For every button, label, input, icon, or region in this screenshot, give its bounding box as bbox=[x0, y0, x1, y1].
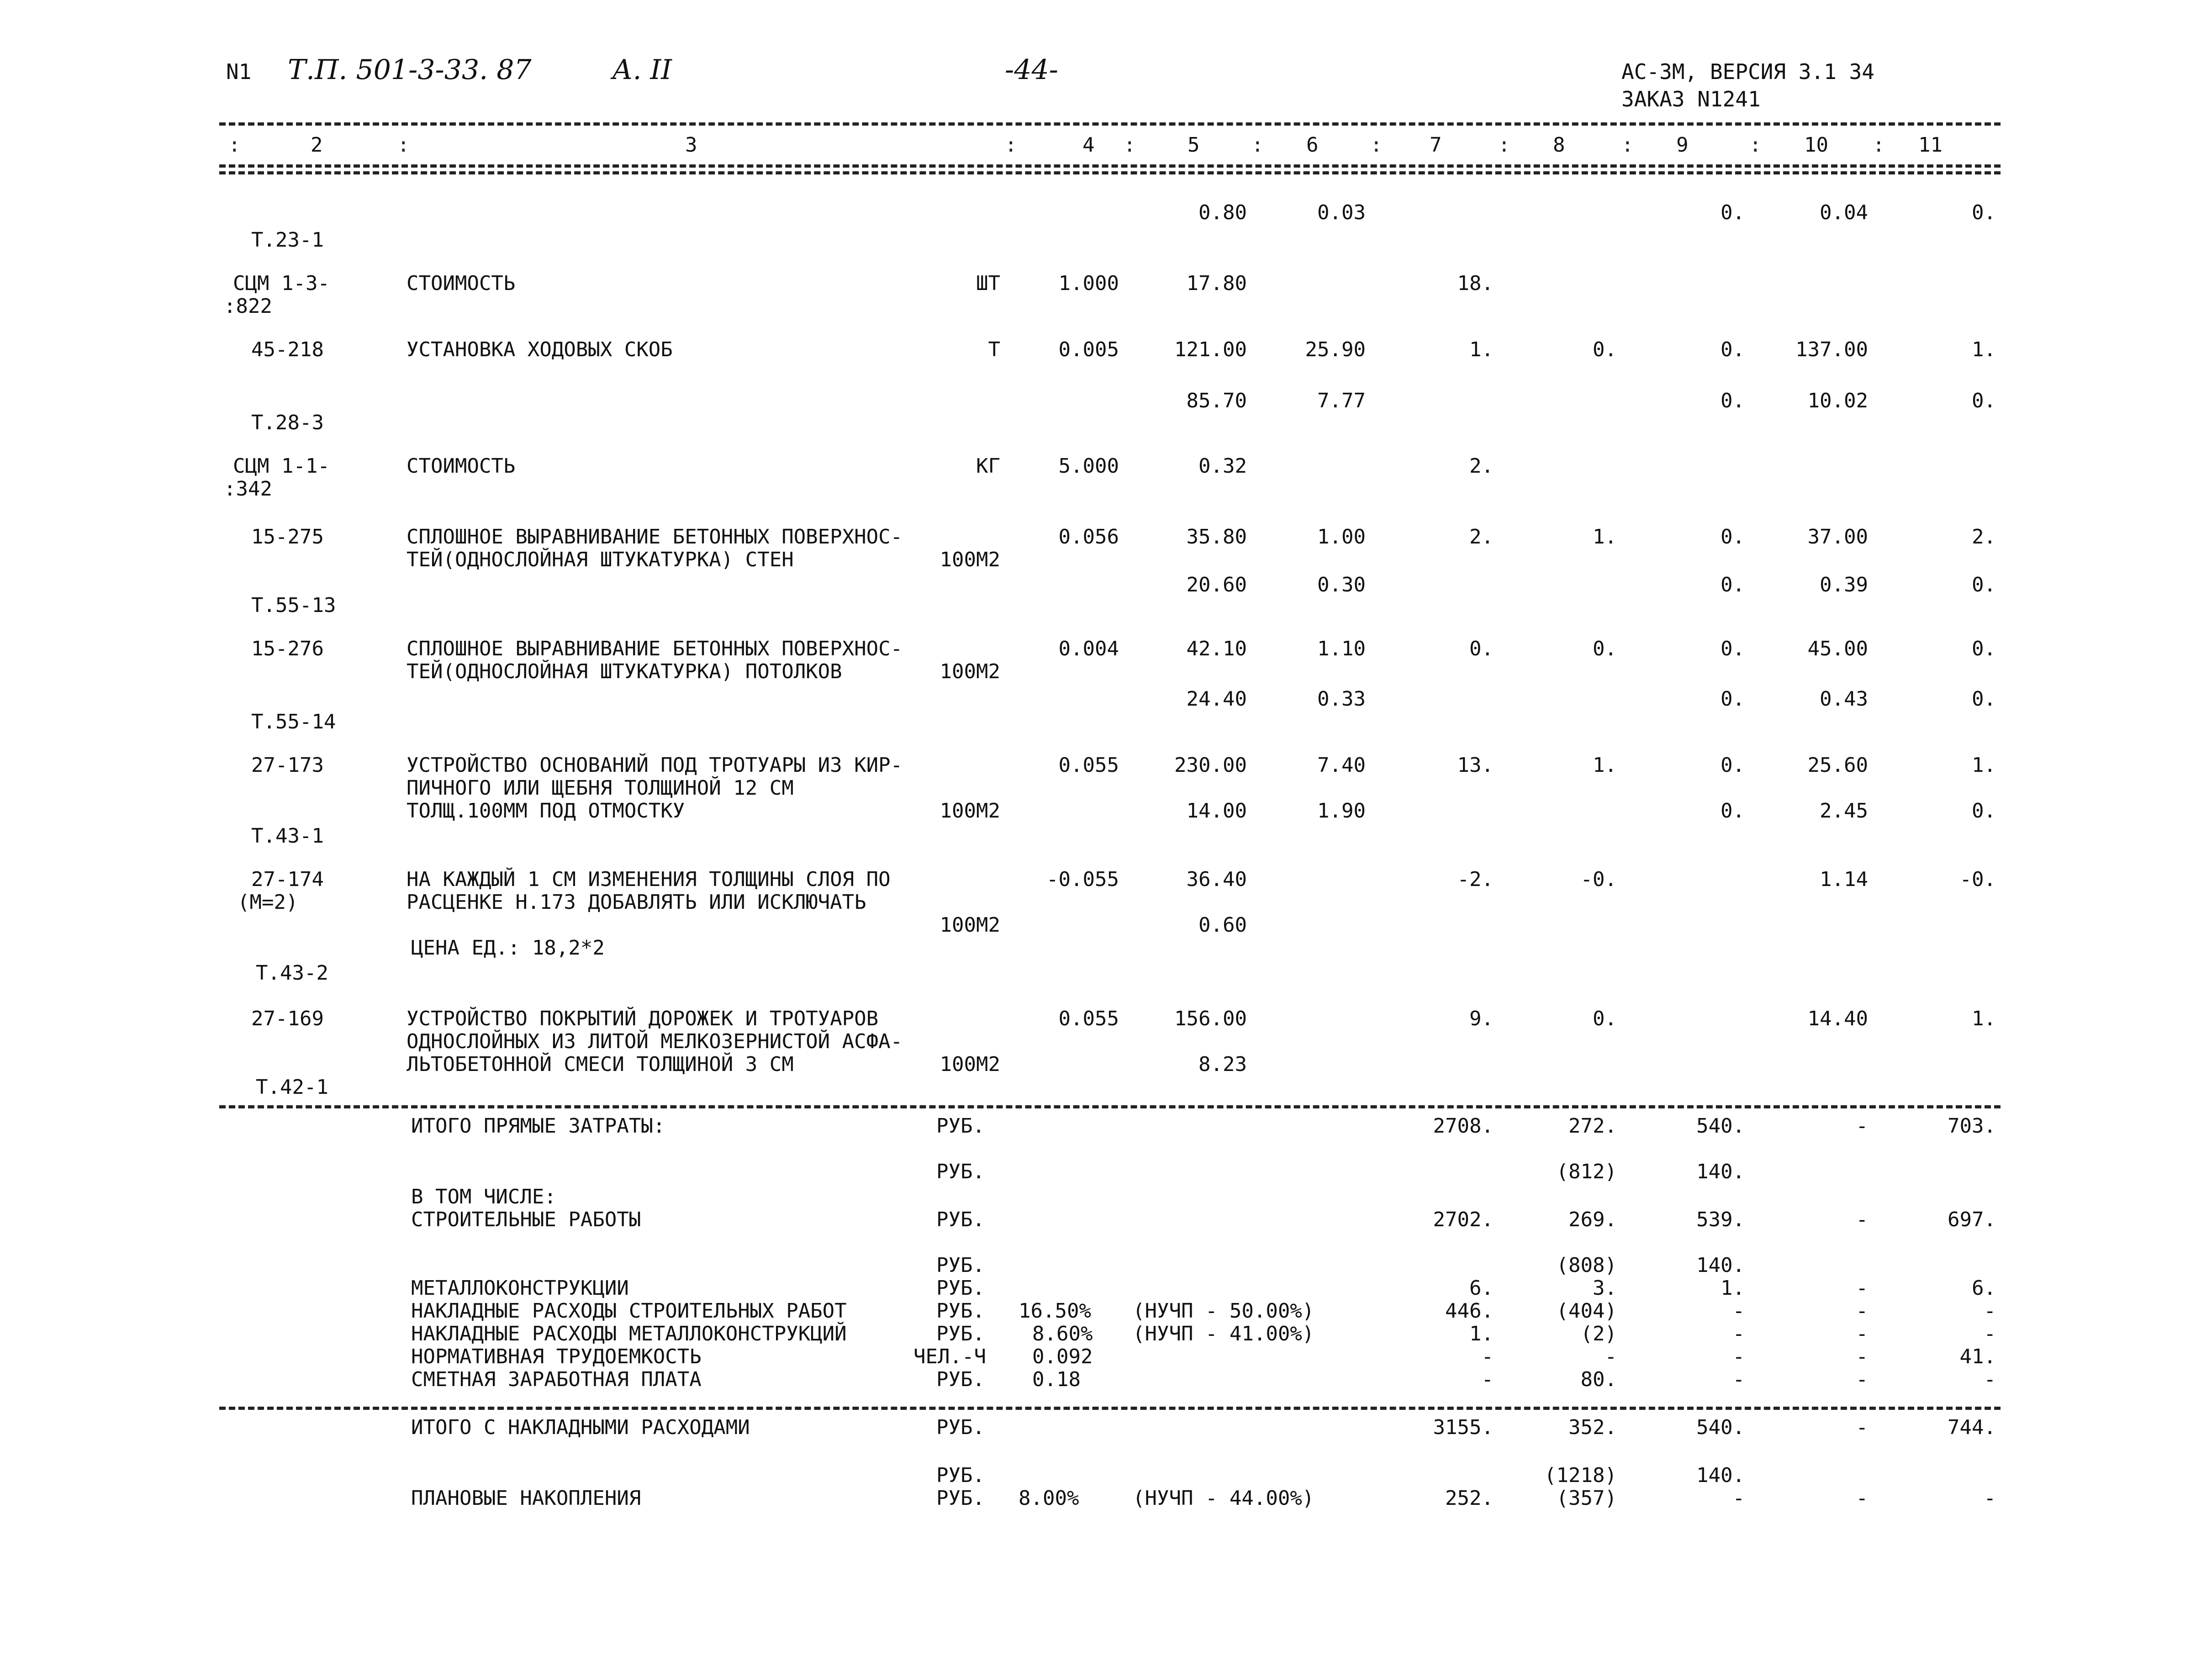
cell-c9: 0. bbox=[1721, 525, 1745, 549]
cell-c8: 0. bbox=[1593, 338, 1617, 361]
col-8-header: 8 bbox=[1553, 133, 1565, 157]
order-number: ЗАКАЗ N1241 bbox=[1621, 87, 1761, 111]
total-unit: РУБ. bbox=[936, 1114, 985, 1138]
total-label: ПЛАНОВЫЕ НАКОПЛЕНИЯ bbox=[411, 1487, 641, 1510]
item-description: ЛЬТОБЕТОННОЙ СМЕСИ ТОЛЩИНОЙ 3 СМ bbox=[407, 1053, 794, 1076]
cell-c11: - bbox=[1984, 1322, 1996, 1345]
rate-note: (НУЧП - 41.00%) bbox=[1133, 1322, 1315, 1345]
total-unit: РУБ. bbox=[936, 1368, 985, 1391]
total-label: ИТОГО ПРЯМЫЕ ЗАТРАТЫ: bbox=[411, 1114, 665, 1138]
col-9-header: 9 bbox=[1676, 133, 1689, 157]
cell-c7: - bbox=[1481, 1368, 1494, 1391]
cell-c9: 0. bbox=[1721, 573, 1745, 596]
cell-c7: - bbox=[1481, 1345, 1494, 1368]
cell-c11: 703. bbox=[1948, 1114, 1996, 1138]
total-unit: РУБ. bbox=[936, 1160, 985, 1183]
cell-c8: (2) bbox=[1580, 1322, 1617, 1345]
ref-code: 45-218 bbox=[251, 338, 324, 361]
cell-c11: -0. bbox=[1959, 868, 1996, 891]
cell-c11: 744. bbox=[1948, 1416, 1996, 1439]
cell-c9: 0. bbox=[1721, 687, 1745, 711]
cell-c5: 230.00 bbox=[1174, 754, 1247, 777]
cell-c10: 0.04 bbox=[1820, 201, 1868, 224]
cell-c8: - bbox=[1605, 1345, 1617, 1368]
cell-c9: 0. bbox=[1721, 201, 1745, 224]
cell-c11: - bbox=[1984, 1368, 1996, 1391]
cell-c11: - bbox=[1984, 1487, 1996, 1510]
cell-c10: 45.00 bbox=[1807, 637, 1868, 660]
separator: : bbox=[1124, 133, 1136, 157]
cell-c8: 1. bbox=[1593, 754, 1617, 777]
cell-c4: 5.000 bbox=[1058, 454, 1119, 478]
ref-code: (М=2) bbox=[238, 891, 298, 914]
cell-c7: 1. bbox=[1469, 338, 1494, 361]
rate-percent: 0.092 bbox=[1032, 1345, 1093, 1368]
ref-code: 27-174 bbox=[251, 868, 324, 891]
rate-note: (НУЧП - 50.00%) bbox=[1133, 1299, 1315, 1323]
total-unit: РУБ. bbox=[936, 1208, 985, 1231]
cell-c4: 1.000 bbox=[1058, 272, 1119, 295]
including-label: В ТОМ ЧИСЛЕ: bbox=[411, 1185, 556, 1208]
cell-c7: 3155. bbox=[1433, 1416, 1494, 1439]
cell-c11: 0. bbox=[1972, 201, 1996, 224]
cell-c4: 0.004 bbox=[1058, 637, 1119, 660]
cell-c9: 140. bbox=[1696, 1254, 1745, 1277]
cell-c5: 20.60 bbox=[1186, 573, 1247, 596]
cell-c11: 1. bbox=[1972, 754, 1996, 777]
total-unit: РУБ. bbox=[936, 1464, 985, 1487]
unit: ШТ bbox=[976, 272, 1000, 295]
ref-code: Т.55-13 bbox=[251, 594, 336, 617]
cell-c6: 25.90 bbox=[1305, 338, 1366, 361]
total-unit: РУБ. bbox=[936, 1276, 985, 1300]
section-rule bbox=[219, 1105, 2001, 1108]
ref-code: Т.55-14 bbox=[251, 710, 336, 733]
separator: : bbox=[397, 133, 410, 157]
total-unit: РУБ. bbox=[936, 1299, 985, 1323]
cell-c9: 0. bbox=[1721, 338, 1745, 361]
col-10-header: 10 bbox=[1804, 133, 1828, 157]
cell-c6: 7.40 bbox=[1317, 754, 1366, 777]
cell-c5: 0.60 bbox=[1198, 913, 1247, 937]
cell-c10: - bbox=[1856, 1208, 1868, 1231]
cell-c7: 252. bbox=[1445, 1487, 1494, 1510]
cell-c10: - bbox=[1856, 1276, 1868, 1300]
cell-c10: 137.00 bbox=[1795, 338, 1868, 361]
separator: : bbox=[1370, 133, 1383, 157]
col-5-header: 5 bbox=[1188, 133, 1200, 157]
col-3-header: 3 bbox=[685, 133, 697, 157]
item-description: УСТАНОВКА ХОДОВЫХ СКОБ bbox=[407, 338, 673, 361]
cell-c6: 0.03 bbox=[1317, 201, 1366, 224]
cell-c6: 7.77 bbox=[1317, 389, 1366, 412]
header-rule bbox=[219, 164, 2001, 168]
cell-c10: - bbox=[1856, 1368, 1868, 1391]
unit: 100М2 bbox=[940, 913, 1000, 937]
separator: : bbox=[228, 133, 241, 157]
cell-c11: - bbox=[1984, 1299, 1996, 1323]
ref-code: 15-275 bbox=[251, 525, 324, 549]
total-label: СТРОИТЕЛЬНЫЕ РАБОТЫ bbox=[411, 1208, 641, 1231]
cell-c8: 272. bbox=[1568, 1114, 1617, 1138]
cell-c6: 1.00 bbox=[1317, 525, 1366, 549]
cell-c8: (357) bbox=[1556, 1487, 1617, 1510]
cell-c11: 0. bbox=[1972, 687, 1996, 711]
cell-c6: 0.33 bbox=[1317, 687, 1366, 711]
total-label: ИТОГО С НАКЛАДНЫМИ РАСХОДАМИ bbox=[411, 1416, 750, 1439]
total-label: СМЕТНАЯ ЗАРАБОТНАЯ ПЛАТА bbox=[411, 1368, 702, 1391]
item-description: ОДНОСЛОЙНЫХ ИЗ ЛИТОЙ МЕЛКОЗЕРНИСТОЙ АСФА- bbox=[407, 1030, 903, 1053]
cell-c10: 0.39 bbox=[1820, 573, 1868, 596]
total-label: НОРМАТИВНАЯ ТРУДОЕМКОСТЬ bbox=[411, 1345, 702, 1368]
total-unit: РУБ. bbox=[936, 1487, 985, 1510]
cell-c9: - bbox=[1732, 1345, 1745, 1368]
col-6-header: 6 bbox=[1306, 133, 1319, 157]
cell-c5: 85.70 bbox=[1186, 389, 1247, 412]
ref-code: Т.42-1 bbox=[256, 1076, 328, 1099]
col-2-header: 2 bbox=[311, 133, 323, 157]
cell-c8: (808) bbox=[1556, 1254, 1617, 1277]
cell-c7: 446. bbox=[1445, 1299, 1494, 1323]
cell-c11: 0. bbox=[1972, 637, 1996, 660]
album-mark: А. II bbox=[612, 54, 672, 86]
cell-c9: 140. bbox=[1696, 1160, 1745, 1183]
item-description: НА КАЖДЫЙ 1 СМ ИЗМЕНЕНИЯ ТОЛЩИНЫ СЛОЯ ПО bbox=[407, 868, 891, 891]
unit: 100М2 bbox=[940, 799, 1000, 823]
cell-c7: 2. bbox=[1469, 454, 1494, 478]
cell-c9: 1. bbox=[1721, 1276, 1745, 1300]
total-unit: ЧЕЛ.-Ч bbox=[913, 1345, 986, 1368]
top-rule bbox=[219, 122, 2001, 126]
cell-c10: - bbox=[1856, 1487, 1868, 1510]
cell-c8: 352. bbox=[1568, 1416, 1617, 1439]
cell-c7: 13. bbox=[1457, 754, 1494, 777]
item-description: СПЛОШНОЕ ВЫРАВНИВАНИЕ БЕТОННЫХ ПОВЕРХНОС- bbox=[407, 525, 903, 549]
cell-c7: 18. bbox=[1457, 272, 1494, 295]
cell-c10: - bbox=[1856, 1114, 1868, 1138]
total-unit: РУБ. bbox=[936, 1416, 985, 1439]
cell-c11: 0. bbox=[1972, 389, 1996, 412]
unit: 100М2 bbox=[940, 660, 1000, 683]
unit: Т bbox=[988, 338, 1000, 361]
total-unit: РУБ. bbox=[936, 1322, 985, 1345]
header-rule-2 bbox=[219, 171, 2001, 174]
cell-c10: 0.43 bbox=[1820, 687, 1868, 711]
cell-c4: 0.005 bbox=[1058, 338, 1119, 361]
total-unit: РУБ. bbox=[936, 1254, 985, 1277]
cell-c4: 0.055 bbox=[1058, 1007, 1119, 1030]
sheet-number: N1 bbox=[226, 59, 252, 84]
cell-c6: 1.90 bbox=[1317, 799, 1366, 823]
cell-c5: 35.80 bbox=[1186, 525, 1247, 549]
cell-c4: -0.055 bbox=[1046, 868, 1119, 891]
item-description: ТЕЙ(ОДНОСЛОЙНАЯ ШТУКАТУРКА) СТЕН bbox=[407, 548, 794, 571]
cell-c7: -2. bbox=[1457, 868, 1494, 891]
cell-c4: 0.055 bbox=[1058, 754, 1119, 777]
cell-c5: 24.40 bbox=[1186, 687, 1247, 711]
rate-percent: 0.18 bbox=[1032, 1368, 1081, 1391]
item-description: СПЛОШНОЕ ВЫРАВНИВАНИЕ БЕТОННЫХ ПОВЕРХНОС- bbox=[407, 637, 903, 660]
cell-c5: 121.00 bbox=[1174, 338, 1247, 361]
cell-c10: 37.00 bbox=[1807, 525, 1868, 549]
cell-c9: 140. bbox=[1696, 1464, 1745, 1487]
ref-code: Т.43-2 bbox=[256, 961, 328, 985]
unit-price-note: ЦЕНА ЕД.: 18,2*2 bbox=[411, 936, 605, 960]
cell-c9: - bbox=[1732, 1299, 1745, 1323]
cell-c9: 539. bbox=[1696, 1208, 1745, 1231]
cell-c11: 697. bbox=[1948, 1208, 1996, 1231]
cell-c7: 2708. bbox=[1433, 1114, 1494, 1138]
cell-c10: - bbox=[1856, 1322, 1868, 1345]
cell-c7: 1. bbox=[1469, 1322, 1494, 1345]
total-label: НАКЛАДНЫЕ РАСХОДЫ МЕТАЛЛОКОНСТРУКЦИЙ bbox=[411, 1322, 847, 1345]
cell-c8: (812) bbox=[1556, 1160, 1617, 1183]
cell-c10: 10.02 bbox=[1807, 389, 1868, 412]
separator: : bbox=[1621, 133, 1634, 157]
cell-c11: 41. bbox=[1959, 1345, 1996, 1368]
separator: : bbox=[1749, 133, 1762, 157]
cell-c9: 540. bbox=[1696, 1416, 1745, 1439]
cell-c9: 0. bbox=[1721, 389, 1745, 412]
cell-c9: 540. bbox=[1696, 1114, 1745, 1138]
cell-c8: 0. bbox=[1593, 1007, 1617, 1030]
unit: 100М2 bbox=[940, 1053, 1000, 1076]
cell-c10: - bbox=[1856, 1345, 1868, 1368]
item-description: УСТРОЙСТВО ОСНОВАНИЙ ПОД ТРОТУАРЫ ИЗ КИР- bbox=[407, 754, 903, 777]
cell-c10: - bbox=[1856, 1416, 1868, 1439]
ref-code: 15-276 bbox=[251, 637, 324, 660]
cell-c5: 8.23 bbox=[1198, 1053, 1247, 1076]
unit: 100М2 bbox=[940, 548, 1000, 571]
cell-c11: 2. bbox=[1972, 525, 1996, 549]
item-description: СТОИМОСТЬ bbox=[407, 454, 516, 478]
cell-c5: 14.00 bbox=[1186, 799, 1247, 823]
cell-c5: 36.40 bbox=[1186, 868, 1247, 891]
rate-percent: 8.60% bbox=[1032, 1322, 1093, 1345]
item-description: УСТРОЙСТВО ПОКРЫТИЙ ДОРОЖЕК И ТРОТУАРОВ bbox=[407, 1007, 879, 1030]
ref-code: :342 bbox=[224, 477, 272, 501]
cell-c10: 25.60 bbox=[1807, 754, 1868, 777]
cell-c11: 0. bbox=[1972, 573, 1996, 596]
ref-code: 27-173 bbox=[251, 754, 324, 777]
cell-c6: 0.30 bbox=[1317, 573, 1366, 596]
cell-c5: 0.80 bbox=[1198, 201, 1247, 224]
cell-c8: (404) bbox=[1556, 1299, 1617, 1323]
ref-code: :822 bbox=[224, 295, 272, 318]
cell-c11: 6. bbox=[1972, 1276, 1996, 1300]
cell-c4: 0.056 bbox=[1058, 525, 1119, 549]
item-description: ПИЧНОГО ИЛИ ЩЕБНЯ ТОЛЩИНОЙ 12 СМ bbox=[407, 776, 794, 800]
unit: КГ bbox=[976, 454, 1000, 478]
document-reference: Т.П. 501-3-33. 87 bbox=[288, 54, 532, 86]
ref-code: СЦМ 1-3- bbox=[233, 272, 330, 295]
col-11-header: 11 bbox=[1918, 133, 1943, 157]
ref-code: Т.43-1 bbox=[251, 824, 324, 848]
cell-c9: 0. bbox=[1721, 799, 1745, 823]
total-label: НАКЛАДНЫЕ РАСХОДЫ СТРОИТЕЛЬНЫХ РАБОТ bbox=[411, 1299, 847, 1323]
separator: : bbox=[1005, 133, 1017, 157]
cell-c7: 2702. bbox=[1433, 1208, 1494, 1231]
rate-percent: 8.00% bbox=[1019, 1487, 1079, 1510]
ref-code: СЦМ 1-1- bbox=[233, 454, 330, 478]
ref-code: Т.23-1 bbox=[251, 228, 324, 252]
cell-c7: 2. bbox=[1469, 525, 1494, 549]
cell-c8: 0. bbox=[1593, 637, 1617, 660]
item-description: ТЕЙ(ОДНОСЛОЙНАЯ ШТУКАТУРКА) ПОТОЛКОВ bbox=[407, 660, 842, 683]
col-4-header: 4 bbox=[1082, 133, 1095, 157]
item-description: РАСЦЕНКЕ Н.173 ДОБАВЛЯТЬ ИЛИ ИСКЛЮЧАТЬ bbox=[407, 891, 866, 914]
item-description: ТОЛЩ.100ММ ПОД ОТМОСТКУ bbox=[407, 799, 685, 823]
separator: : bbox=[1498, 133, 1510, 157]
cell-c11: 0. bbox=[1972, 799, 1996, 823]
cell-c7: 9. bbox=[1469, 1007, 1494, 1030]
cell-c7: 0. bbox=[1469, 637, 1494, 660]
cell-c10: 14.40 bbox=[1807, 1007, 1868, 1030]
cell-c10: 1.14 bbox=[1820, 868, 1868, 891]
cell-c9: 0. bbox=[1721, 637, 1745, 660]
program-version: АС-3М, ВЕРСИЯ 3.1 34 bbox=[1621, 59, 1874, 84]
cell-c6: 1.10 bbox=[1317, 637, 1366, 660]
cell-c10: - bbox=[1856, 1299, 1868, 1323]
rate-percent: 16.50% bbox=[1019, 1299, 1091, 1323]
cell-c8: 3. bbox=[1593, 1276, 1617, 1300]
cell-c9: - bbox=[1732, 1322, 1745, 1345]
cell-c8: 269. bbox=[1568, 1208, 1617, 1231]
cell-c8: (1218) bbox=[1544, 1464, 1617, 1487]
cell-c9: - bbox=[1732, 1368, 1745, 1391]
cell-c11: 1. bbox=[1972, 1007, 1996, 1030]
cell-c9: 0. bbox=[1721, 754, 1745, 777]
cell-c8: 1. bbox=[1593, 525, 1617, 549]
cell-c5: 0.32 bbox=[1198, 454, 1247, 478]
section-rule bbox=[219, 1407, 2001, 1410]
rate-note: (НУЧП - 44.00%) bbox=[1133, 1487, 1315, 1510]
separator: : bbox=[1251, 133, 1264, 157]
separator: : bbox=[1873, 133, 1885, 157]
cell-c5: 42.10 bbox=[1186, 637, 1247, 660]
cell-c9: - bbox=[1732, 1487, 1745, 1510]
ref-code: 27-169 bbox=[251, 1007, 324, 1030]
cell-c10: 2.45 bbox=[1820, 799, 1868, 823]
ref-code: Т.28-3 bbox=[251, 411, 324, 434]
cell-c5: 156.00 bbox=[1174, 1007, 1247, 1030]
item-description: СТОИМОСТЬ bbox=[407, 272, 516, 295]
cell-c8: 80. bbox=[1580, 1368, 1617, 1391]
cell-c11: 1. bbox=[1972, 338, 1996, 361]
cell-c7: 6. bbox=[1469, 1276, 1494, 1300]
col-7-header: 7 bbox=[1430, 133, 1442, 157]
cell-c5: 17.80 bbox=[1186, 272, 1247, 295]
cell-c8: -0. bbox=[1580, 868, 1617, 891]
page-number: -44- bbox=[1005, 54, 1058, 86]
total-label: МЕТАЛЛОКОНСТРУКЦИИ bbox=[411, 1276, 629, 1300]
